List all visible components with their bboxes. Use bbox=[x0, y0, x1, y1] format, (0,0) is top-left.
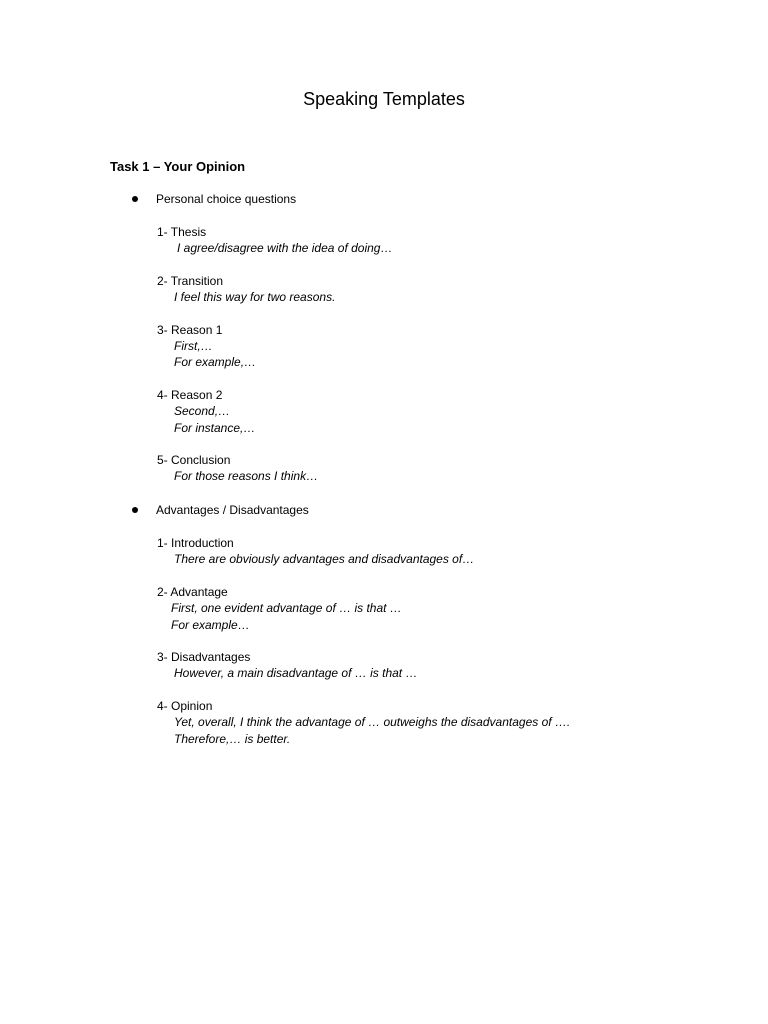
step-disadvantages bbox=[0, 649, 768, 682]
bullet-label: Advantages / Disadvantages bbox=[156, 503, 309, 517]
step-heading: 4- Opinion bbox=[157, 698, 213, 713]
step-heading: 3- Disadvantages bbox=[157, 650, 251, 665]
step-transition bbox=[0, 273, 768, 306]
step-heading: 4- Reason 2 bbox=[157, 387, 223, 402]
step-thesis bbox=[0, 224, 768, 257]
step-text: Therefore,… is better. bbox=[174, 731, 291, 746]
step-heading: 2- Transition bbox=[157, 273, 224, 288]
bullet-icon bbox=[132, 196, 138, 202]
bullet-item bbox=[0, 501, 768, 519]
section-personal-choice bbox=[0, 190, 768, 485]
step-heading: 1- Thesis bbox=[157, 225, 207, 239]
step-text: I feel this way for two reasons. bbox=[174, 290, 336, 305]
step-text: Second,… bbox=[174, 404, 231, 419]
step-text: First,… bbox=[174, 339, 213, 354]
step-reason-2 bbox=[0, 387, 768, 436]
step-reason-1 bbox=[0, 322, 768, 371]
step-heading: 5- Conclusion bbox=[157, 453, 231, 468]
bullet-label: Personal choice questions bbox=[156, 192, 297, 206]
step-heading: 3- Reason 1 bbox=[157, 322, 223, 337]
page-title: Speaking Templates bbox=[303, 89, 465, 109]
step-text: For example… bbox=[171, 617, 250, 632]
step-conclusion bbox=[0, 452, 768, 485]
step-heading: 1- Introduction bbox=[157, 536, 234, 550]
task-heading: Task 1 – Your Opinion bbox=[110, 159, 246, 174]
step-introduction bbox=[0, 535, 768, 568]
step-advantage bbox=[0, 584, 768, 633]
step-text: I agree/disagree with the idea of doing… bbox=[177, 241, 393, 256]
step-text: For instance,… bbox=[174, 420, 256, 435]
step-text: First, one evident advantage of … is that … bbox=[171, 601, 402, 616]
step-opinion bbox=[0, 698, 768, 747]
section-advantages-disadvantages bbox=[0, 501, 768, 747]
step-text: Yet, overall, I think the advantage of … outweighs the disadvantages of …. bbox=[174, 715, 571, 730]
step-text: However, a main disadvantage of … is that … bbox=[174, 666, 418, 681]
step-text: For example,… bbox=[174, 355, 257, 370]
step-heading: 2- Advantage bbox=[157, 584, 228, 599]
bullet-icon bbox=[132, 507, 138, 513]
bullet-item bbox=[0, 190, 768, 208]
step-text: There are obviously advantages and disadvantages of… bbox=[174, 552, 475, 567]
step-text: For those reasons I think… bbox=[174, 469, 319, 484]
